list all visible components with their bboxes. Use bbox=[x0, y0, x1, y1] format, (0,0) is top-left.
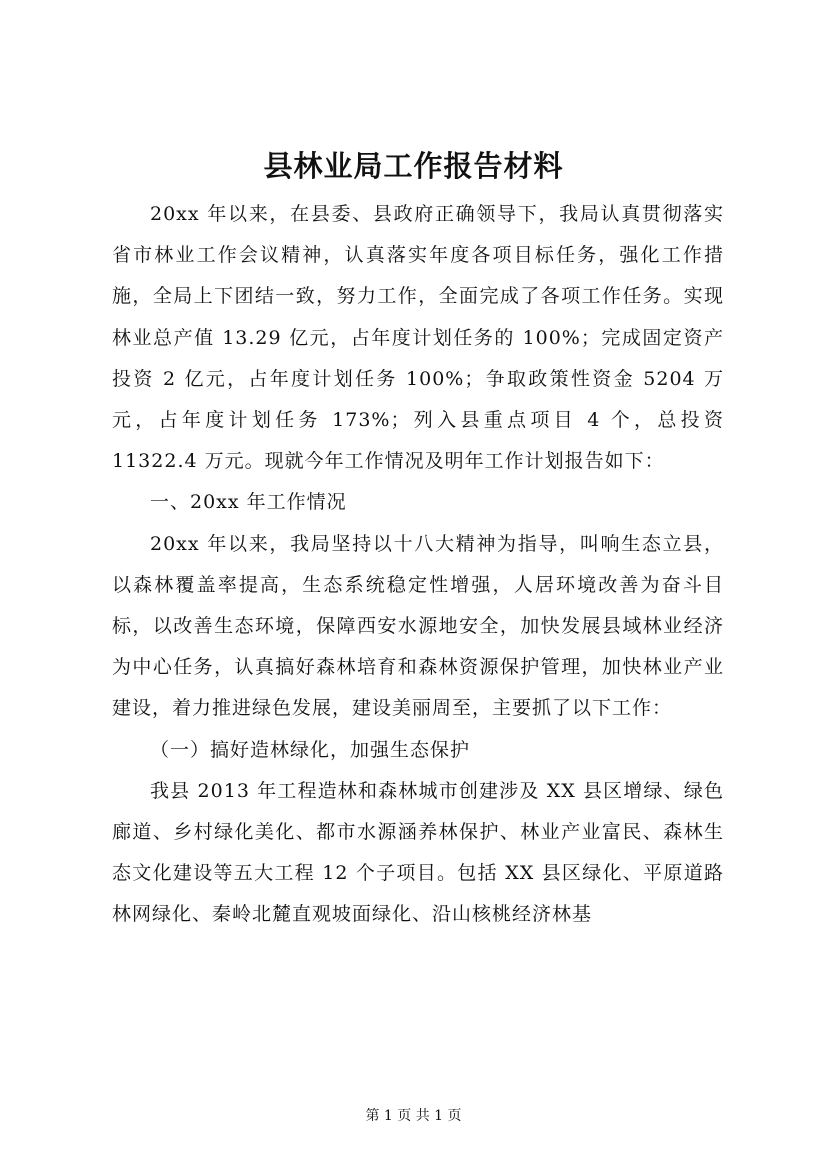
section-heading: 一、20xx 年工作情况 bbox=[150, 491, 347, 514]
document-body bbox=[112, 194, 724, 936]
intro-paragraph: 20xx 年以来，在县委、县政府正确领导下，我局认真贯彻落实省市林业工作会议精神，认真落实年度各项目标任务，强化工作措施，全局上下团结一致，努力工作，全面完成了各项工作任务。实现林业总产值 13.29 亿元，占年度计划任务的 100%；完成固定资产投资 2 亿元，占年度计划任务 100%；争取政策性资金 5204 万元，占年度计划任务 173%；列入县重点项目 4 个，总投资 11322.4 万元。现就今年工作情况及明年工作计划报告如下： bbox=[112, 203, 724, 473]
page-number-footer: 第 1 页 共 1 页 bbox=[365, 1108, 462, 1124]
section-paragraph: 20xx 年以来，我局坚持以十八大精神为指导，叫响生态立县，以森林覆盖率提高，生态系统稳定性增强，人居环境改善为奋斗目标，以改善生态环境，保障西安水源地安全，加快发展县域林业经济为中心任务，认真搞好森林培育和森林资源保护管理，加快林业产业建设，着力推进绿色发展，建设美丽周至，主要抓了以下工作： bbox=[112, 532, 724, 720]
document-title: 县林业局工作报告材料 bbox=[263, 149, 564, 183]
subsection-paragraph: 我县 2013 年工程造林和森林城市创建涉及 XX 县区增绿、绿色廊道、乡村绿化美化、都市水源涵养林保护、林业产业富民、森林生态文化建设等五大工程 12 个子项目。包括 XX 县区绿化、平原道路林网绿化、秦岭北麓直观坡面绿化、沿山核桃经济林基 bbox=[112, 779, 724, 926]
subsection-heading: （一）搞好造林绿化，加强生态保护 bbox=[150, 738, 471, 761]
